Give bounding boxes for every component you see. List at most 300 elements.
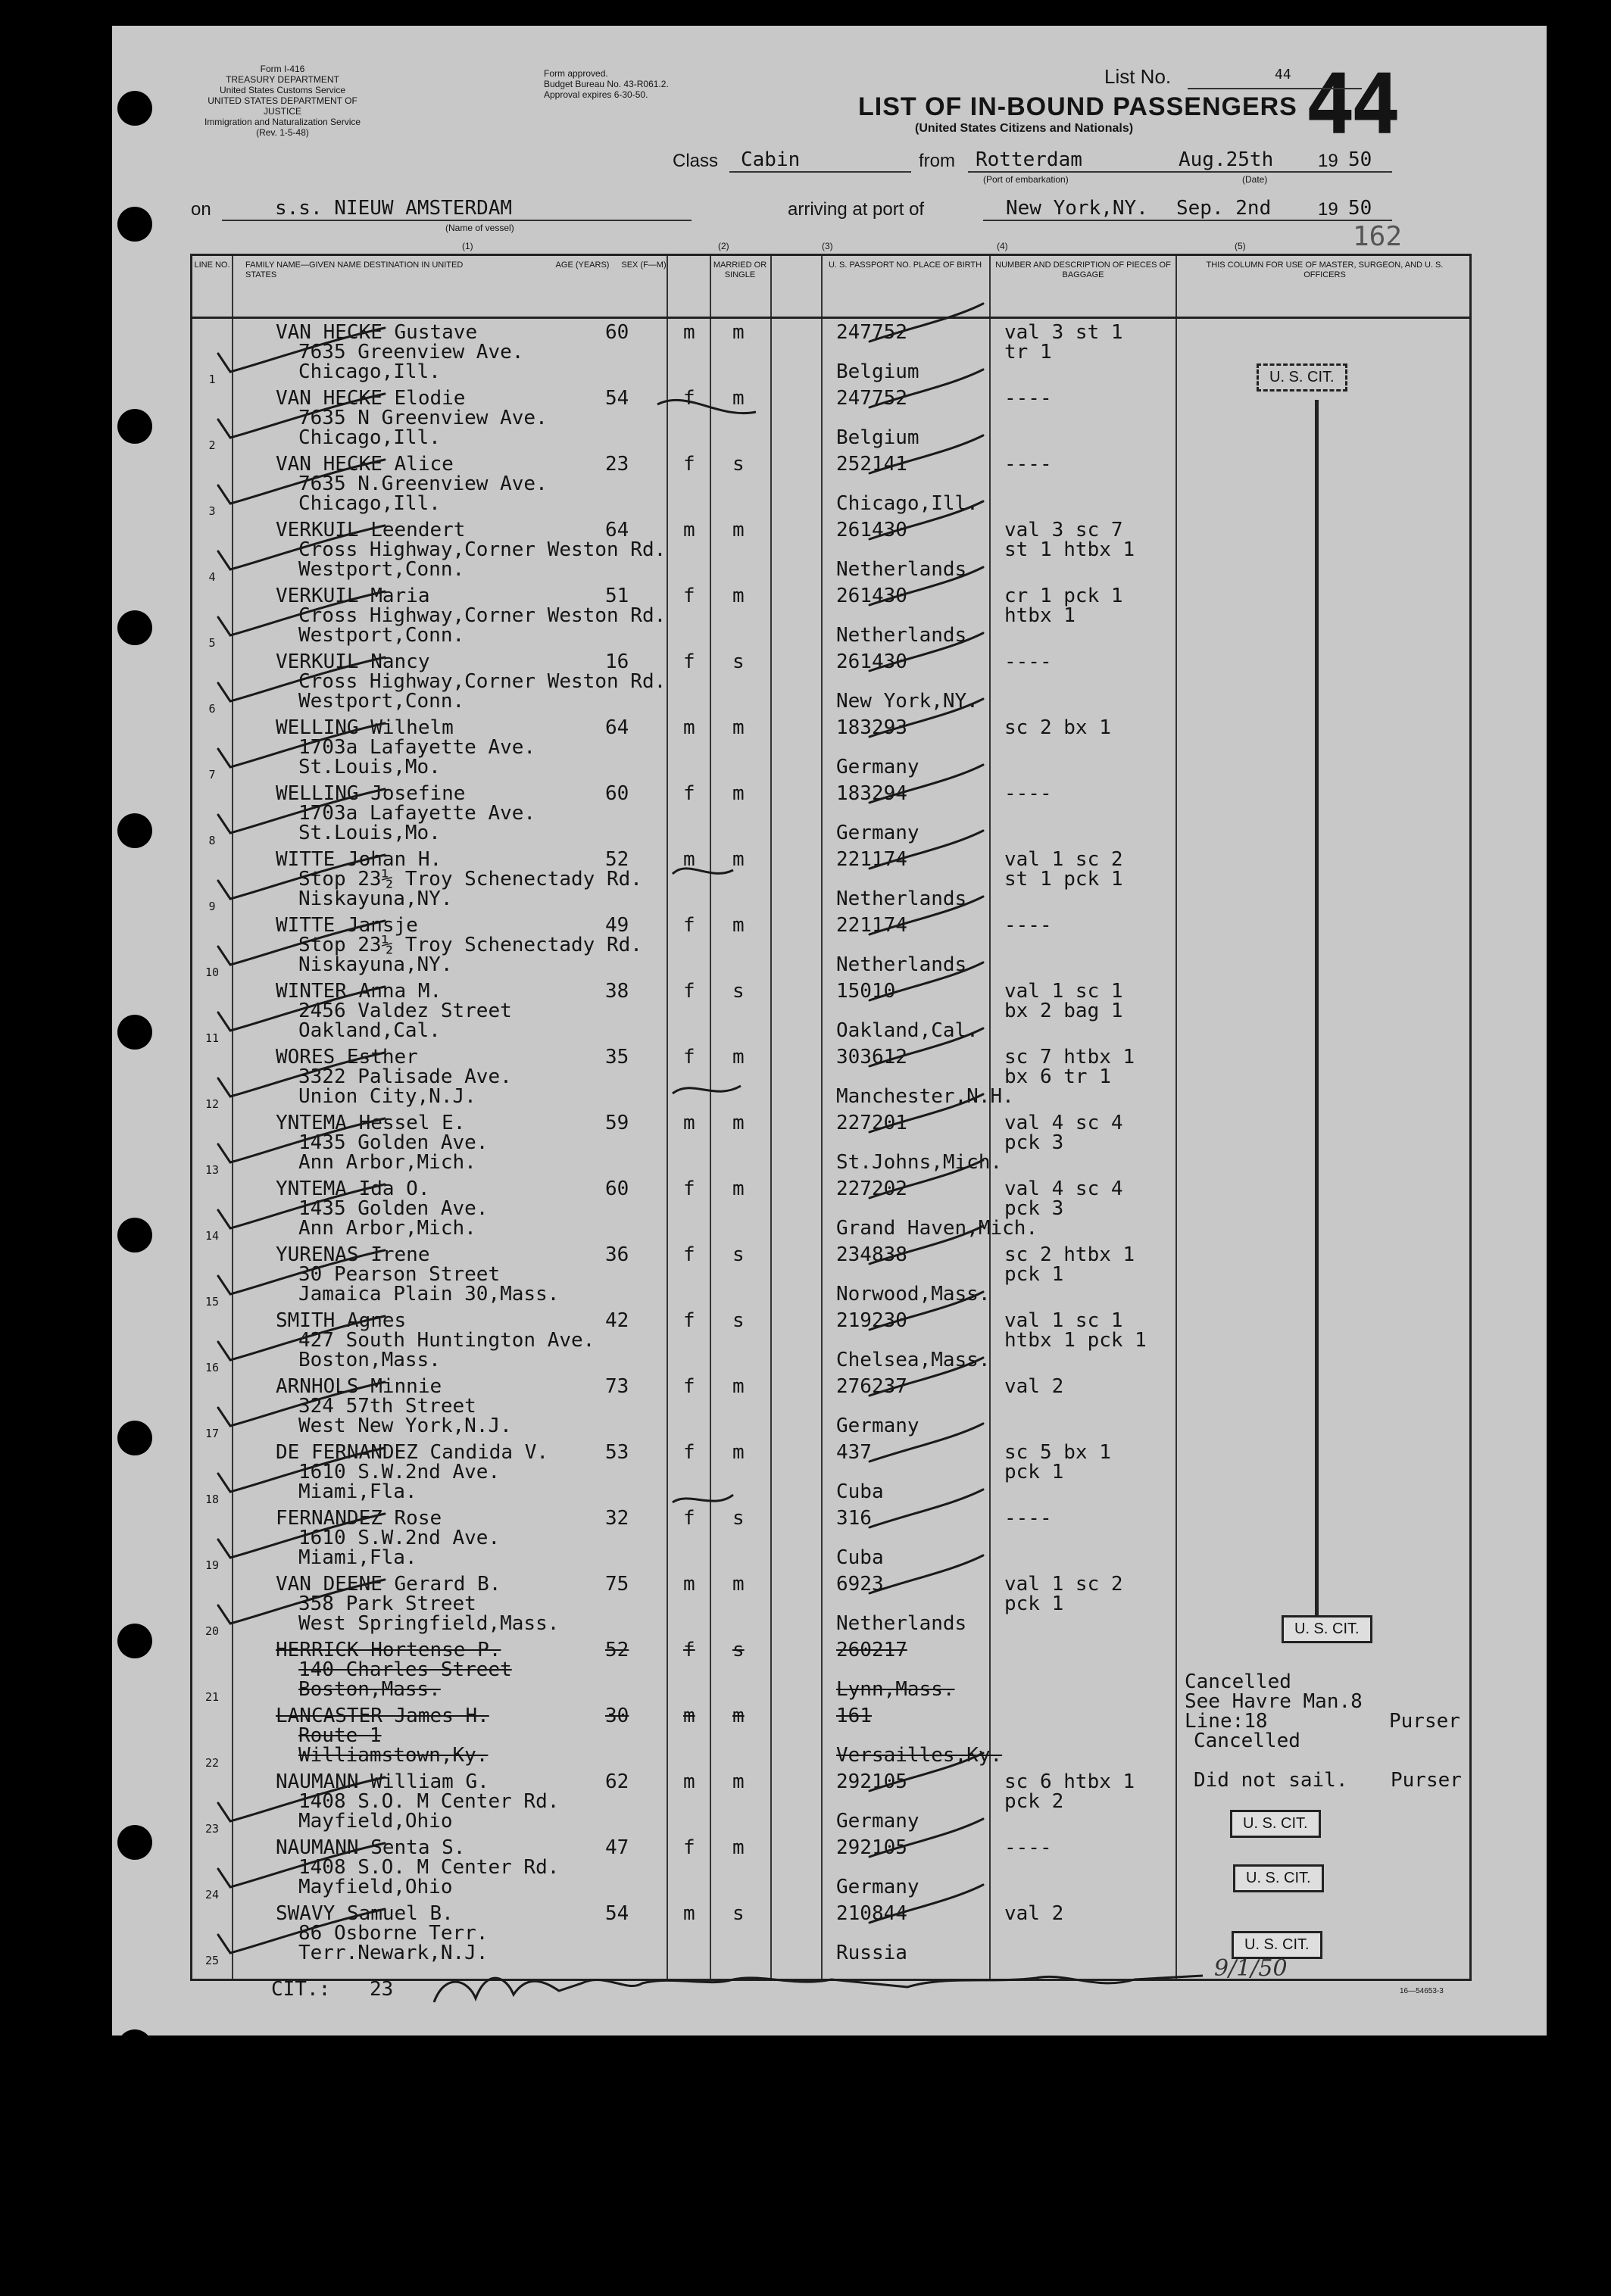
cell-addr2: Mayfield,Ohio	[298, 1876, 453, 1898]
class-label: Class	[673, 151, 719, 171]
cell-passport: 221174	[836, 914, 907, 937]
cell-bag1: cr 1 pck 1	[1004, 585, 1123, 607]
cell-bag1: sc 5 bx 1	[1004, 1441, 1111, 1464]
cell-bag2: pck 1	[1004, 1263, 1064, 1286]
cell-sex: m	[683, 1573, 695, 1596]
cell-bag1: val 2	[1004, 1902, 1064, 1925]
cell-bag2: pck 1	[1004, 1461, 1064, 1483]
cell-passport: 15010	[836, 980, 896, 1003]
check-mark	[218, 1184, 385, 1228]
from-label: from	[919, 151, 955, 171]
cell-sex: m	[683, 1770, 695, 1793]
us-cit-stamp-line-25: U. S. CIT.	[1232, 1931, 1322, 1959]
row-line-number: 22	[204, 1756, 220, 1770]
cell-bag1: val 1 sc 2	[1004, 848, 1123, 871]
cell-passport: 261430	[836, 519, 907, 541]
col-number-3: (3)	[822, 241, 833, 251]
passport-tick	[870, 1424, 983, 1462]
cell-addr2: St.Louis,Mo.	[298, 756, 441, 778]
row-line-number: 16	[204, 1361, 220, 1374]
row-line-number: 9	[208, 900, 216, 913]
cell-bag1: ----	[1004, 650, 1052, 673]
note-line: Line:18	[1185, 1710, 1268, 1733]
passport-tick	[870, 304, 983, 342]
cell-passport: 161	[836, 1705, 872, 1727]
punch-hole	[117, 1825, 152, 1860]
cell-ms: m	[732, 1836, 745, 1859]
cell-addr1: 7635 Greenview Ave.	[298, 341, 524, 363]
row-line-number: 5	[208, 636, 216, 650]
punch-hole	[117, 610, 152, 645]
date-caption: (Date)	[1242, 174, 1268, 185]
cell-addr2: Ann Arbor,Mich.	[298, 1217, 476, 1240]
print-code: 16—54653-3	[1400, 1987, 1444, 1995]
cell-addr1: 3322 Palisade Ave.	[298, 1065, 512, 1088]
form-approved: Form approved.	[544, 68, 608, 79]
departure-year: 50	[1348, 148, 1372, 171]
cell-bag1: ----	[1004, 1836, 1052, 1859]
cell-sex: m	[683, 1902, 695, 1925]
cell-bag2: pck 2	[1004, 1790, 1064, 1813]
us-cit-stamp-line-24: U. S. CIT.	[1233, 1864, 1324, 1892]
passport-tick	[870, 633, 983, 671]
cell-name: SWAVY Samuel B.	[276, 1902, 454, 1925]
cell-age: 16	[605, 650, 629, 673]
cell-age: 59	[605, 1112, 629, 1134]
cell-passport: 247752	[836, 387, 907, 410]
note-purser-2: Purser	[1391, 1769, 1462, 1792]
passport-tick	[870, 1094, 983, 1132]
col-header-line-no: LINE NO.	[194, 260, 230, 270]
punch-hole	[117, 1015, 152, 1050]
cell-ms: m	[732, 1441, 745, 1464]
cell-addr1: 1610 S.W.2nd Ave.	[298, 1461, 501, 1483]
cell-ms: s	[732, 1243, 745, 1266]
punch-hole	[117, 1624, 152, 1658]
cell-birth: Norwood,Mass.	[836, 1283, 991, 1306]
cell-sex: m	[683, 1705, 695, 1727]
cell-birth: Cuba	[836, 1480, 884, 1503]
cell-addr1: 324 57th Street	[298, 1395, 476, 1418]
punch-hole	[117, 1218, 152, 1253]
cell-addr2: Chicago,Ill.	[298, 360, 441, 383]
cell-name: VERKUIL Leendert	[276, 519, 466, 541]
cell-birth: Lynn,Mass.	[836, 1678, 955, 1701]
row-line-number: 12	[204, 1097, 220, 1111]
passport-tick	[870, 1885, 983, 1923]
passport-tick	[870, 962, 983, 1000]
check-mark	[218, 591, 385, 635]
cell-ms: m	[732, 1178, 745, 1200]
cell-birth: Chelsea,Mass.	[836, 1349, 991, 1371]
arrival-year: 50	[1348, 197, 1372, 220]
cell-ms: s	[732, 650, 745, 673]
cell-passport: 227202	[836, 1178, 907, 1200]
justice-label: UNITED STATES DEPARTMENT OF JUSTICE	[208, 95, 357, 117]
us-cit-stamp-top: U. S. CIT.	[1257, 363, 1347, 392]
row-line-number: 10	[204, 966, 220, 979]
cell-bag1: val 3 st 1	[1004, 321, 1123, 344]
cell-addr1: 358 Park Street	[298, 1593, 476, 1615]
row-line-number: 14	[204, 1229, 220, 1243]
cell-addr1: Stop 23½ Troy Schenectady Rd.	[298, 934, 642, 956]
cell-addr1: 1703a Lafayette Ave.	[298, 736, 536, 759]
cell-addr1: 140 Charles Street	[298, 1658, 512, 1681]
cell-bag2: pck 1	[1004, 1593, 1064, 1615]
row-line-number: 20	[204, 1624, 220, 1638]
cell-birth: Manchester,N.H.	[836, 1085, 1014, 1108]
passport-tick	[870, 435, 983, 473]
cell-ms: s	[732, 1902, 745, 1925]
cell-addr1: 7635 N.Greenview Ave.	[298, 473, 548, 495]
cell-sex: f	[683, 1309, 695, 1332]
cell-ms: m	[732, 519, 745, 541]
us-cit-stamp-line-23: U. S. CIT.	[1230, 1810, 1321, 1838]
row-line-number: 23	[204, 1822, 220, 1836]
passport-tick	[870, 699, 983, 737]
cell-name: VAN DEENE Gerard B.	[276, 1573, 501, 1596]
cell-age: 60	[605, 321, 629, 344]
cell-addr1: Route 1	[298, 1724, 382, 1747]
cell-addr1: 1408 S.O. M Center Rd.	[298, 1856, 560, 1879]
cell-passport: 183293	[836, 716, 907, 739]
cell-birth: St.Johns,Mich.	[836, 1151, 1003, 1174]
cell-bag1: val 1 sc 1	[1004, 1309, 1123, 1332]
signature	[434, 1976, 1203, 2002]
cell-addr2: Miami,Fla.	[298, 1546, 417, 1569]
cell-passport: 183294	[836, 782, 907, 805]
arrival-date: Sep. 2nd	[1176, 197, 1272, 220]
cell-ms: s	[732, 1639, 745, 1661]
cell-birth: Netherlands	[836, 888, 967, 910]
cell-ms: m	[732, 1705, 745, 1727]
year-prefix-arrive: 19	[1318, 199, 1338, 220]
cell-birth: Belgium	[836, 360, 919, 383]
cell-sex: f	[683, 585, 695, 607]
cell-addr2: Boston,Mass.	[298, 1349, 441, 1371]
cell-name: VAN HECKE Elodie	[276, 387, 466, 410]
cell-ms: m	[732, 1112, 745, 1134]
col-header-officers: THIS COLUMN FOR USE OF MASTER, SURGEON, AND U. S. OFFICERS	[1206, 260, 1444, 279]
list-no-big: 44	[1305, 56, 1397, 153]
form-number: Form I-416	[260, 64, 305, 74]
check-mark	[218, 1448, 385, 1492]
cell-sex: f	[683, 914, 695, 937]
cell-age: 60	[605, 1178, 629, 1200]
cell-age: 52	[605, 1639, 629, 1661]
approval-expires: Approval expires 6-30-50.	[544, 89, 648, 100]
passport-tick	[870, 1555, 983, 1593]
cell-sex: f	[683, 1178, 695, 1200]
cell-sex: f	[683, 782, 695, 805]
cell-addr1: Stop 23½ Troy Schenectady Rd.	[298, 868, 642, 891]
cell-ms: s	[732, 980, 745, 1003]
cell-bag1: val 2	[1004, 1375, 1064, 1398]
cell-bag2: bx 2 bag 1	[1004, 1000, 1123, 1022]
cell-addr1: 30 Pearson Street	[298, 1263, 501, 1286]
cell-sex: f	[683, 1507, 695, 1530]
cell-name: WELLING Josefine	[276, 782, 466, 805]
passport-tick	[870, 1358, 983, 1396]
cell-name: WINTER Anna M.	[276, 980, 442, 1003]
vessel-name: s.s. NIEUW AMSTERDAM	[275, 197, 513, 220]
cell-addr2: Ann Arbor,Mich.	[298, 1151, 476, 1174]
treasury-label: TREASURY DEPARTMENT	[226, 74, 339, 85]
cell-age: 53	[605, 1441, 629, 1464]
cell-addr2: Terr.Newark,N.J.	[298, 1942, 489, 1964]
cell-birth: Oakland,Cal.	[836, 1019, 979, 1042]
check-mark	[218, 1382, 385, 1426]
cell-birth: Germany	[836, 1810, 919, 1833]
cell-addr1: Cross Highway,Corner Weston Rd.	[298, 538, 667, 561]
cell-ms: m	[732, 1046, 745, 1068]
cell-age: 54	[605, 387, 629, 410]
cell-name: WITTE Johan H.	[276, 848, 442, 871]
cell-passport: 261430	[836, 585, 907, 607]
cell-addr2: West New York,N.J.	[298, 1415, 512, 1437]
cell-bag2: htbx 1 pck 1	[1004, 1329, 1147, 1352]
cell-addr2: St.Louis,Mo.	[298, 822, 441, 844]
cell-sex: m	[683, 848, 695, 871]
cell-passport: 260217	[836, 1639, 907, 1661]
list-no-small: 44	[1275, 67, 1291, 83]
cell-addr1: Cross Highway,Corner Weston Rd.	[298, 604, 667, 627]
note-did-not-sail: Did not sail.	[1194, 1769, 1348, 1792]
cell-birth: Cuba	[836, 1546, 884, 1569]
cell-passport: 437	[836, 1441, 872, 1464]
passport-tick	[870, 1028, 983, 1066]
cell-addr1: 86 Osborne Terr.	[298, 1922, 489, 1945]
check-mark	[218, 328, 385, 372]
cell-passport: 219230	[836, 1309, 907, 1332]
cell-bag1: val 1 sc 1	[1004, 980, 1123, 1003]
cell-addr2: Chicago,Ill.	[298, 492, 441, 515]
cell-birth: Netherlands	[836, 624, 967, 647]
passport-tick	[870, 1292, 983, 1330]
cell-ms: s	[732, 1507, 745, 1530]
cell-addr2: Westport,Conn.	[298, 558, 465, 581]
cell-bag1: val 4 sc 4	[1004, 1112, 1123, 1134]
punch-hole	[117, 91, 152, 126]
cell-name: YURENAS Irene	[276, 1243, 430, 1266]
cell-name: VAN HECKE Gustave	[276, 321, 478, 344]
port-embark-caption: (Port of embarkation)	[983, 174, 1069, 185]
cell-sex: f	[683, 650, 695, 673]
cell-passport: 210844	[836, 1902, 907, 1925]
cell-addr1: 427 South Huntington Ave.	[298, 1329, 595, 1352]
cell-addr1: 1408 S.O. M Center Rd.	[298, 1790, 560, 1813]
punch-hole	[117, 409, 152, 444]
col-number-5: (5)	[1235, 241, 1246, 251]
row-line-number: 21	[204, 1690, 220, 1704]
col-number-1: (1)	[462, 241, 473, 251]
cell-passport: 292105	[836, 1770, 907, 1793]
from-value: Rotterdam	[976, 148, 1082, 171]
cell-bag1: ----	[1004, 453, 1052, 476]
row-line-number: 8	[208, 834, 216, 847]
row-line-number: 17	[204, 1427, 220, 1440]
cell-name: VERKUIL Nancy	[276, 650, 430, 673]
cell-bag2: st 1 htbx 1	[1004, 538, 1135, 561]
check-mark	[218, 394, 385, 438]
passport-tick	[870, 370, 983, 407]
signature-date: 9/1/50	[1214, 1955, 1288, 1982]
cell-name: WITTE Jansje	[276, 914, 418, 937]
passport-tick	[870, 765, 983, 803]
cell-bag1: sc 6 htbx 1	[1004, 1770, 1135, 1793]
cell-passport: 316	[836, 1507, 872, 1530]
handwritten-marks	[112, 26, 1547, 2036]
page-subtitle: (United States Citizens and Nationals)	[915, 122, 1134, 135]
passport-tick	[870, 897, 983, 934]
check-mark	[218, 987, 385, 1031]
cell-addr1: 7635 N Greenview Ave.	[298, 407, 548, 429]
cell-birth: New York,NY.	[836, 690, 979, 713]
passport-tick	[870, 567, 983, 605]
col-number-2: (2)	[718, 241, 729, 251]
cell-birth: Germany	[836, 822, 919, 844]
cell-name: FERNANDEZ Rose	[276, 1507, 442, 1530]
cell-sex: m	[683, 1112, 695, 1134]
check-mark	[218, 1777, 385, 1821]
cell-addr1: 1435 Golden Ave.	[298, 1197, 489, 1220]
punch-hole	[117, 1421, 152, 1455]
cell-age: 64	[605, 716, 629, 739]
check-mark	[218, 1053, 385, 1097]
cell-ms: m	[732, 387, 745, 410]
cell-ms: m	[732, 914, 745, 937]
cell-bag2: htbx 1	[1004, 604, 1076, 627]
check-mark	[218, 657, 385, 701]
passport-tick	[870, 1226, 983, 1264]
cell-bag1: ----	[1004, 914, 1052, 937]
cell-sex: f	[683, 1441, 695, 1464]
punch-hole	[117, 2029, 152, 2064]
cell-sex: f	[683, 980, 695, 1003]
cell-age: 75	[605, 1573, 629, 1596]
passport-tick	[870, 501, 983, 539]
cell-bag2: st 1 pck 1	[1004, 868, 1123, 891]
arrival-port: New York,NY.	[1006, 197, 1148, 220]
cell-bag1: sc 2 htbx 1	[1004, 1243, 1135, 1266]
check-mark	[218, 723, 385, 767]
cell-sex: f	[683, 387, 695, 410]
cell-addr1: 2456 Valdez Street	[298, 1000, 512, 1022]
cell-name: ARNHOLS Minnie	[276, 1375, 442, 1398]
customs-label: United States Customs Service	[219, 85, 346, 95]
punch-hole	[117, 207, 152, 242]
col-number-4: (4)	[997, 241, 1008, 251]
cell-bag1: val 3 sc 7	[1004, 519, 1123, 541]
cell-passport: 227201	[836, 1112, 907, 1134]
check-mark	[218, 1118, 385, 1162]
cell-addr2: Niskayuna,NY.	[298, 953, 453, 976]
cell-birth: Germany	[836, 1415, 919, 1437]
cell-sex: f	[683, 1046, 695, 1068]
cell-sex: f	[683, 453, 695, 476]
row-line-number: 6	[208, 702, 216, 716]
cell-addr2: Union City,N.J.	[298, 1085, 476, 1108]
check-mark	[218, 855, 385, 899]
cell-age: 36	[605, 1243, 629, 1266]
cell-birth: Chicago,Ill.	[836, 492, 979, 515]
cell-ms: m	[732, 716, 745, 739]
cell-birth: Netherlands	[836, 1612, 967, 1635]
cell-sex: m	[683, 321, 695, 344]
cell-addr1: 1435 Golden Ave.	[298, 1131, 489, 1154]
year-prefix-depart: 19	[1318, 151, 1338, 171]
cell-sex: f	[683, 1243, 695, 1266]
cell-birth: Grand Haven,Mich.	[836, 1217, 1038, 1240]
cell-ms: m	[732, 1375, 745, 1398]
row-line-number: 1	[208, 373, 216, 386]
cell-birth: Germany	[836, 756, 919, 778]
cell-name: DE FERNANDEZ Candida V.	[276, 1441, 549, 1464]
check-mark	[218, 1843, 385, 1887]
on-label: on	[191, 199, 211, 220]
cell-addr2: Oakland,Cal.	[298, 1019, 441, 1042]
row-line-number: 15	[204, 1295, 220, 1309]
budget-bureau: Budget Bureau No. 43-R061.2.	[544, 79, 669, 89]
ins-label: Immigration and Naturalization Service	[204, 117, 361, 127]
cell-age: 60	[605, 782, 629, 805]
cell-name: NAUMANN Senta S.	[276, 1836, 466, 1859]
manifest-page	[112, 26, 1547, 2036]
col-header-sex: SEX (F—M)	[621, 260, 667, 270]
cell-age: 35	[605, 1046, 629, 1068]
cell-passport: 234838	[836, 1243, 907, 1266]
cell-passport: 276237	[836, 1375, 907, 1398]
check-mark	[218, 526, 385, 569]
list-no-label: List No.	[1104, 65, 1172, 88]
cell-bag1: sc 2 bx 1	[1004, 716, 1111, 739]
check-mark	[218, 1250, 385, 1294]
passport-tick	[870, 1490, 983, 1527]
cell-addr2: Williamstown,Ky.	[298, 1744, 489, 1767]
departure-date: Aug.25th	[1179, 148, 1274, 171]
row-line-number: 25	[204, 1954, 220, 1967]
cell-bag2: pck 3	[1004, 1197, 1064, 1220]
cell-age: 52	[605, 848, 629, 871]
stamp-number: 162	[1353, 221, 1403, 252]
cell-addr2: Jamaica Plain 30,Mass.	[298, 1283, 560, 1306]
cell-name: HERRICK Hortense P.	[276, 1639, 501, 1661]
cell-addr1: Cross Highway,Corner Weston Rd.	[298, 670, 667, 693]
row-line-number: 13	[204, 1163, 220, 1177]
cell-name: WORES Esther	[276, 1046, 418, 1068]
cell-name: YNTEMA Hessel E.	[276, 1112, 466, 1134]
cell-ms: m	[732, 782, 745, 805]
check-mark	[218, 789, 385, 833]
note-purser-1: Purser	[1389, 1710, 1460, 1733]
cell-ms: m	[732, 321, 745, 344]
check-mark	[218, 460, 385, 504]
cell-age: 38	[605, 980, 629, 1003]
cell-bag1: val 1 sc 2	[1004, 1573, 1123, 1596]
cit-label: CIT.:	[271, 1978, 331, 2001]
cell-name: LANCASTER James H.	[276, 1705, 489, 1727]
cell-addr1: 1703a Lafayette Ave.	[298, 802, 536, 825]
row-line-number: 11	[204, 1031, 220, 1045]
passport-tick	[870, 1753, 983, 1791]
col-header-passport: U. S. PASSPORT NO. PLACE OF BIRTH	[828, 260, 982, 270]
check-mark	[218, 921, 385, 965]
cell-addr2: Westport,Conn.	[298, 690, 465, 713]
cell-age: 47	[605, 1836, 629, 1859]
passport-tick	[870, 1819, 983, 1857]
cell-birth: Russia	[836, 1942, 907, 1964]
cell-birth: Netherlands	[836, 953, 967, 976]
